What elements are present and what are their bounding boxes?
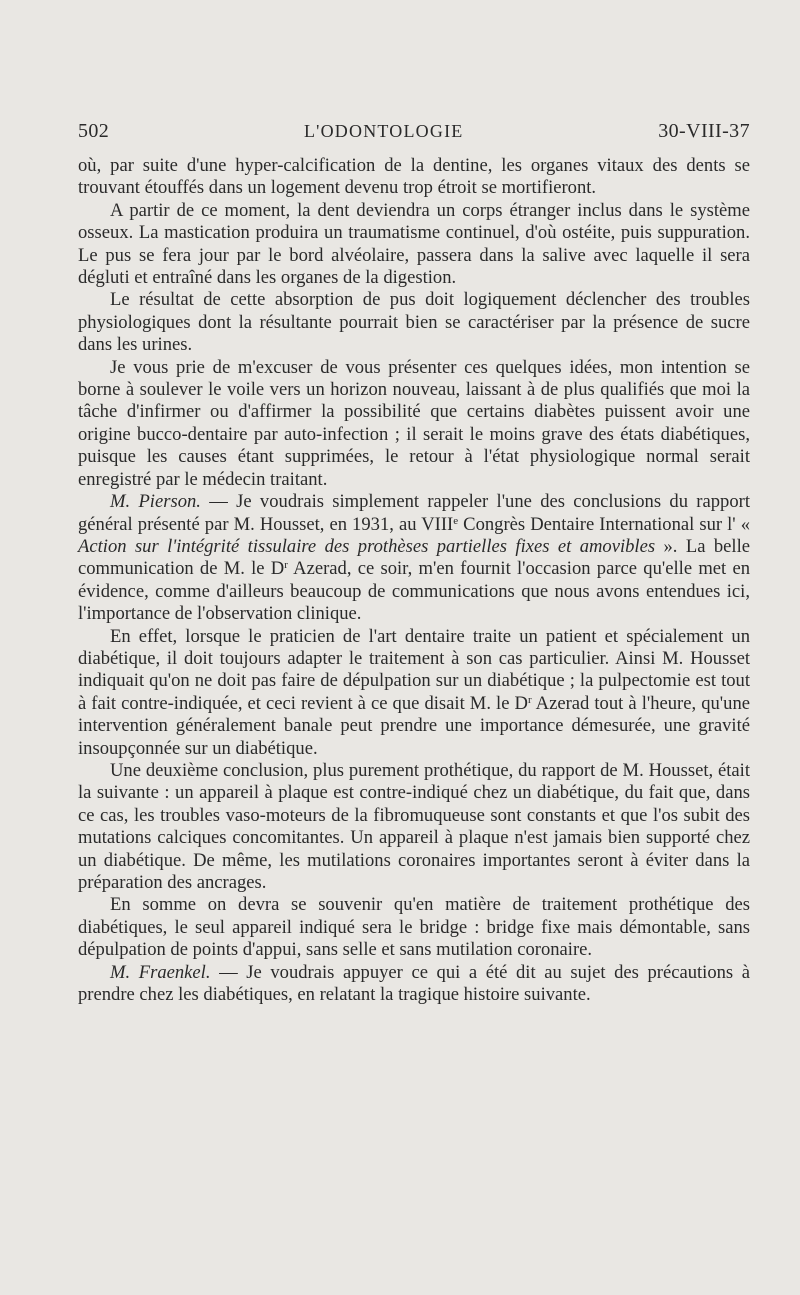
- superscript: e: [453, 514, 459, 527]
- paragraph: Je vous prie de m'excuser de vous présenter ces quelques idées, mon intention se borne à soulever le voile vers un horizon nouveau, laissant à de plus qualifiés que moi la tâche d'infirmer ou d'affirmer la possibilité que certains diabètes puissent avoir une origine bucco-dentaire par auto-infection ; il serait le moins grave des états diabétiques, puisque les causes étant supprimées, le retour à l'état physiologique normal serait enregistré par le médecin traitant.: [78, 356, 750, 490]
- superscript: r: [527, 693, 532, 706]
- paragraph: [78, 626, 750, 760]
- paragraph-text: — Je voudrais appuyer ce qui a été dit au sujet des précautions à prendre chez les diabétiques, en relatant la tragique histoire suivante.: [78, 961, 751, 1006]
- article-body: [78, 155, 750, 1006]
- paragraph-fraenkel: [78, 962, 750, 1007]
- page: [78, 120, 750, 1006]
- paragraph-text: Congrès Dentaire International sur l' «: [458, 513, 750, 535]
- paragraph: Le résultat de cette absorption de pus doit logiquement déclencher des troubles physiologiques dont la résultante pourrait bien se caractériser par la présence de sucre dans les urines.: [78, 289, 750, 356]
- paragraph-text: Azerad, ce soir, m'en fournit l'occasion parce qu'elle met en évidence, comme d'ailleurs beaucoup de communications que nous avons entendues ici, l'importance de l'observation clinique.: [78, 558, 751, 625]
- paragraph-text: ». La belle communication de M. le D: [78, 535, 750, 580]
- page-number: 502: [78, 120, 110, 142]
- speaker-name: M. Pierson.: [110, 491, 201, 513]
- paragraph: En somme on devra se souvenir qu'en matière de traitement prothétique des diabétiques, le seul appareil indiqué sera le bridge : bridge fixe mais démontable, sans dépulpation de points d'appui, sans selle et sans mutilation coronaire.: [78, 894, 750, 961]
- issue-date: 30-VIII-37: [658, 120, 750, 142]
- superscript: r: [284, 559, 288, 572]
- paragraph-pierson: [78, 491, 750, 625]
- running-header: [78, 120, 750, 143]
- paragraph: A partir de ce moment, la dent deviendra un corps étranger inclus dans le système osseux. La mastication produira un traumatisme continuel, d'où ostéite, puis suppuration. Le pus se fera jour par le bord alvéolaire, passera dans la salive avec laquelle il sera dégluti et entraîné dans les organes de la digestion.: [78, 199, 750, 289]
- paragraph-text: — Je voudrais simplement rappeler l'une des conclusions du rapport général présenté par M. Housset, en 1931, au VIII: [78, 491, 750, 535]
- journal-title: L'ODONTOLOGIE: [303, 121, 464, 141]
- paragraph: où, par suite d'une hyper-calcification de la dentine, les organes vitaux des dents se trouvant étouffés dans un logement devenu trop étroit se mortifieront.: [78, 155, 750, 199]
- speaker-name: M. Fraenkel.: [110, 961, 211, 983]
- paragraph: Une deuxième conclusion, plus purement prothétique, du rapport de M. Housset, était la suivante : un appareil à plaque est contre-indiqué chez un diabétique, du fait que, dans ce cas, les troubles vaso-moteurs de la fibromuqueuse sont constants et que l'os subit des mutations calciques concomitantes. Un appareil à plaque n'est jamais bien supporté chez un diabétique. De même, les mutilations coronaires importantes seront à éviter dans la préparation des ancrages.: [78, 759, 750, 893]
- report-title: Action sur l'intégrité tissulaire des prothèses partielles fixes et amovibles: [78, 535, 656, 557]
- paragraph-text: En effet, lorsque le praticien de l'art dentaire traite un patient et spécialement un diabétique, il doit toujours adapter le traitement à son cas particulier. Ainsi M. Housset indiquait qu'on ne doit pas faire de dépulpation sur un diabétique ; la pulpectomie est tout à fait contre-indiquée, et ceci revient à ce que disait M. le D: [78, 625, 750, 714]
- paragraph-text: Azerad tout à l'heure, qu'une intervention généralement banale peut prendre une importance démesurée, une gravité insoupçonnée sur un diabétique.: [78, 692, 750, 759]
